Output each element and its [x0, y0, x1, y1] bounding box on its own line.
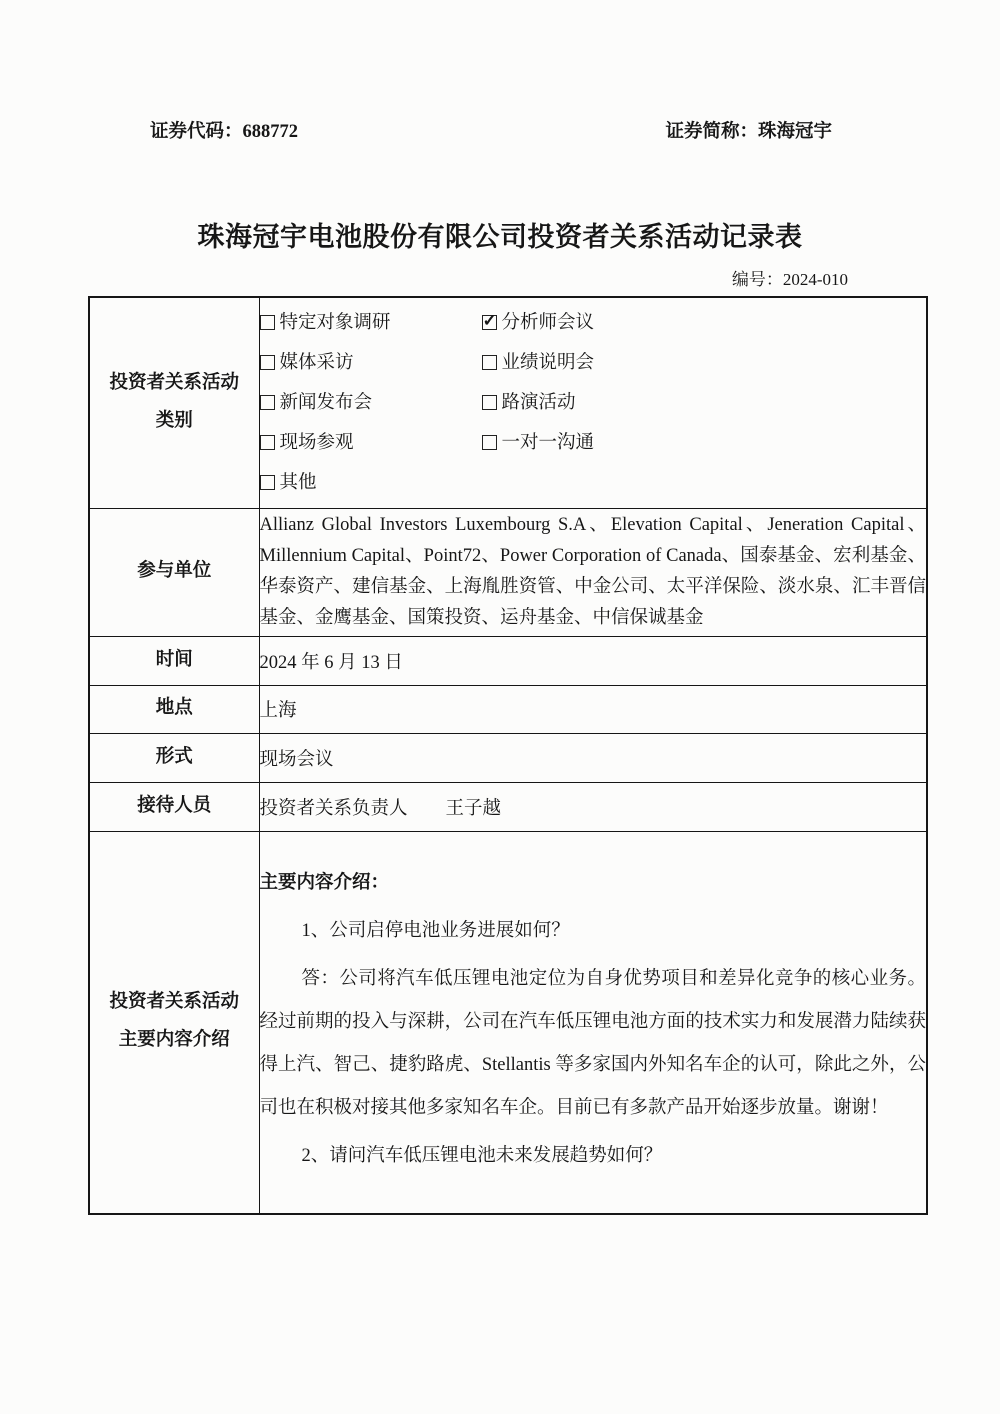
content-question-2: 2、请问汽车低压锂电池未来发展趋势如何？	[301, 1145, 663, 1166]
activity-option	[260, 303, 482, 343]
participants-label: 参与单位	[89, 508, 259, 636]
activity-option-label: 现场参观	[279, 432, 354, 453]
activity-option	[482, 303, 927, 343]
checkbox-icon	[260, 475, 275, 490]
time-row	[89, 636, 927, 685]
checkbox-icon	[482, 315, 497, 330]
activity-option-label: 媒体采访	[279, 352, 354, 373]
activity-option-label: 一对一沟通	[501, 432, 595, 453]
checkbox-icon	[482, 435, 497, 450]
doc-number: 编号：2024-010	[731, 270, 848, 290]
location-label: 地点	[89, 685, 259, 733]
activity-option	[482, 423, 927, 463]
activity-option	[260, 383, 482, 423]
checkbox-icon	[482, 395, 497, 410]
activity-option-label: 业绩说明会	[501, 352, 595, 373]
main-content-body	[259, 831, 927, 1214]
checkbox-icon	[260, 355, 275, 370]
format-value: 现场会议	[259, 733, 927, 782]
document-header	[0, 0, 1000, 144]
stock-code-value: 688772	[242, 122, 299, 142]
reception-label: 接待人员	[89, 782, 259, 831]
reception-role: 投资者关系负责人	[259, 798, 408, 819]
main-content-row	[89, 831, 927, 1214]
stock-name-label: 证券简称：	[665, 122, 758, 142]
format-label: 形式	[89, 733, 259, 782]
activity-option	[482, 383, 927, 423]
checkbox-icon	[260, 435, 275, 450]
stock-name	[665, 120, 832, 144]
content-question-1: 1、公司启停电池业务进展如何？	[301, 920, 570, 941]
activity-category-options	[259, 297, 927, 508]
stock-name-value: 珠海冠宇	[757, 122, 832, 142]
checkbox-icon	[260, 315, 275, 330]
activity-option-label: 其他	[279, 472, 317, 493]
reception-name: 王子越	[445, 798, 502, 819]
participants-value: Allianz Global Investors Luxembourg S.A、Elevation Capital、Jeneration Capital、Millennium Capital、Point72、Power Corporation of Canada、国泰基金、宏利基金、华泰资产、建信基金、上海胤胜资管、中金公司、太平洋保险、淡水泉、汇丰晋信基金、金鹰基金、国策投资、运舟基金、中信保诚基金	[259, 508, 927, 636]
format-row	[89, 733, 927, 782]
content-heading: 主要内容介绍：	[259, 872, 390, 893]
activity-option-label: 分析师会议	[501, 312, 595, 333]
stock-code-label: 证券代码：	[150, 122, 243, 142]
time-value: 2024 年 6 月 13 日	[259, 636, 927, 685]
participants-row	[89, 508, 927, 636]
activity-option	[260, 343, 482, 383]
page-title: 珠海冠宇电池股份有限公司投资者关系活动记录表	[197, 222, 803, 253]
activity-category-label: 投资者关系活动类别	[89, 297, 259, 508]
content-answer-1: 答：公司将汽车低压锂电池定位为自身优势项目和差异化竞争的核心业务。经过前期的投入与深耕，公司在汽车低压锂电池方面的技术实力和发展潜力陆续获得上汽、智己、捷豹路虎、Stellantis 等多家国内外知名车企的认可，除此之外，公司也在积极对接其他多家知名车企。目前已有多款产品开始逐步放量。谢谢！	[259, 968, 926, 1118]
activity-option-label: 路演活动	[501, 392, 576, 413]
activity-options-grid	[260, 303, 927, 503]
activity-category-row	[89, 297, 927, 508]
location-value: 上海	[259, 685, 927, 733]
activity-option	[260, 423, 482, 463]
activity-option-label: 特定对象调研	[279, 312, 391, 333]
location-row	[89, 685, 927, 733]
record-table	[88, 296, 928, 1215]
checkbox-icon	[260, 395, 275, 410]
main-content-label: 投资者关系活动主要内容介绍	[89, 831, 259, 1214]
stock-code	[150, 120, 298, 144]
time-label: 时间	[89, 636, 259, 685]
activity-option	[482, 343, 927, 383]
reception-value	[259, 782, 927, 831]
reception-row	[89, 782, 927, 831]
checkbox-icon	[482, 355, 497, 370]
activity-option-label: 新闻发布会	[279, 392, 373, 413]
activity-option	[260, 463, 482, 503]
